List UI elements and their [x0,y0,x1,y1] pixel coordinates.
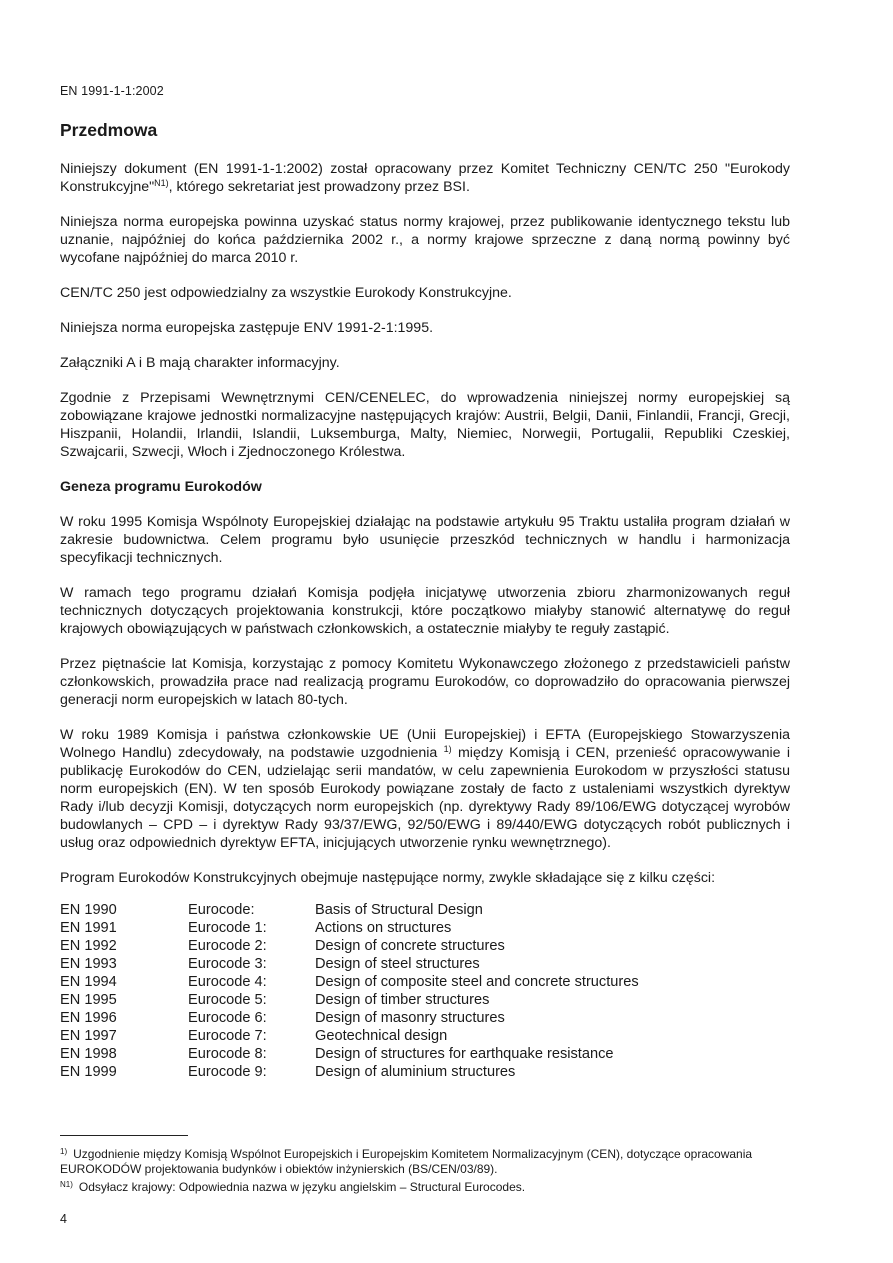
eurocode-number: EN 1998 [60,1046,117,1062]
eurocode-name: Eurocode 2: [188,938,267,954]
eurocode-number: EN 1996 [60,1010,117,1026]
eurocode-name: Eurocode: [188,902,255,918]
eurocode-number: EN 1991 [60,920,117,936]
eurocode-number: EN 1993 [60,956,117,972]
paragraph-text: Niniejszy dokument (EN 1991-1-1:2002) został opracowany przez Komitet Techniczny CEN/TC 250 "Eurokody Konstrukcyjne" [60,161,790,195]
footnote-text: Odsyłacz krajowy: Odpowiednia nazwa w języku angielskim – Structural Eurocodes. [78,1180,526,1194]
table-row [60,955,639,973]
table-row [60,1045,639,1063]
paragraph-intro-1 [60,160,790,196]
table-row [60,1027,639,1045]
eurocode-name: Eurocode 7: [188,1028,267,1044]
table-row [60,919,639,937]
paragraph-text: W roku 1989 Komisja i państwa członkowskie UE (Unii Europejskiej) i EFTA (Europejskiego Stowarzyszenia Wolnego Handlu) zdecydowały, na podstawie uzgodnienia [60,727,790,761]
eurocode-name: Eurocode 8: [188,1046,267,1062]
paragraph-section-2: W ramach tego programu działań Komisja podjęła inicjatywę utworzenia zbioru zharmonizowanych reguł technicznych dotyczących projektowania konstrukcji, które początkowo miałyby stanowić alternatywę do reguł krajowych obowiązujących w państwach członkowskich, a ostatecznie miałyby te reguły zastąpić. [60,585,790,637]
table-row [60,937,639,955]
eurocode-name: Eurocode 3: [188,956,267,972]
eurocode-title: Geotechnical design [315,1028,448,1044]
footnote-n1 [60,1177,790,1195]
eurocode-title: Design of aluminium structures [315,1064,516,1080]
paragraph-section-5: Program Eurokodów Konstrukcyjnych obejmuje następujące normy, zwykle składające się z kilku części: [60,870,716,886]
eurocode-number: EN 1992 [60,938,117,954]
paragraph-intro-2: Niniejsza norma europejska powinna uzyskać status normy krajowej, przez publikowanie identycznego tekstu lub uznanie, najpóźniej do końca października 2002 r., a normy krajowe sprzeczne z daną normą powinny być wycofane najpóźniej do marca 2010 r. [60,214,790,266]
paragraph-section-3: Przez piętnaście lat Komisja, korzystając z pomocy Komitetu Wykonawczego złożonego z przedstawicieli państw członkowskich, prowadziła prace nad realizacją programu Eurokodów, co doprowadziło do opracowania pierwszej generacji norm europejskich w latach 80-tych. [60,656,790,708]
eurocode-title: Design of composite steel and concrete structures [315,974,639,990]
eurocode-number: EN 1990 [60,902,117,918]
paragraph-text: , którego sekretariat jest prowadzony przez BSI. [168,179,470,195]
paragraph-intro-4: Niniejsza norma europejska zastępuje ENV 1991-2-1:1995. [60,320,434,336]
table-row [60,991,639,1009]
table-row [60,973,639,991]
footnote-ref: 1) [443,744,452,754]
eurocode-number: EN 1999 [60,1064,117,1080]
page-number: 4 [60,1212,67,1226]
paragraph-intro-3: CEN/TC 250 jest odpowiedzialny za wszystkie Eurokody Konstrukcyjne. [60,285,512,301]
paragraph-intro-6: Zgodnie z Przepisami Wewnętrznymi CEN/CENELEC, do wprowadzenia niniejszej normy europejskiej są zobowiązane krajowe jednostki normalizacyjne następujących krajów: Austrii, Belgii, Danii, Finlandii, Francji, Grecji, Hiszpanii, Holandii, Irlandii, Islandii, Luksemburga, Malty, Niemiec, Norwegii, Portugalii, Republiki Czeskiej, Szwajcarii, Szwecji, Włoch i Zjednoczonego Królestwa. [60,390,790,460]
eurocode-list [60,901,639,1081]
document-header: EN 1991-1-1:2002 [60,84,164,98]
eurocode-number: EN 1995 [60,992,117,1008]
eurocode-title: Basis of Structural Design [315,902,483,918]
eurocode-title: Design of concrete structures [315,938,505,954]
footnotes [60,1144,790,1195]
footnote-mark: 1) [60,1147,68,1156]
footnote-text: Uzgodnienie między Komisją Wspólnot Europejskich i Europejskim Komitetem Normalizacyjnym (CEN), dotyczące opracowania EUROKODÓW projektowania budynków i obiektów inżynierskich (BS/CEN/03/89). [60,1147,753,1176]
eurocode-title: Actions on structures [315,920,452,936]
footnote-divider [60,1135,188,1136]
eurocode-title: Design of masonry structures [315,1010,505,1026]
footnote-1 [60,1144,790,1177]
paragraph-section-1: W roku 1995 Komisja Wspólnoty Europejskiej działając na podstawie artykułu 95 Traktu ustaliła program działań w zakresie budownictwa. Celem programu było usunięcie przeszkód technicznych w handlu i harmonizacja specyfikacji technicznych. [60,514,790,566]
eurocode-title: Design of timber structures [315,992,490,1008]
eurocode-name: Eurocode 9: [188,1064,267,1080]
paragraph-text: między Komisją i CEN, przenieść opracowywanie i publikację Eurokodów do CEN, udzielając serii mandatów, w celu zapewnienia Eurokodom w przyszłości statusu norm europejskich (EN). W ten sposób Eurokody powiązane zostały de facto z ustaleniami wszystkich dyrektyw Rady i/lub decyzji Komisji, dotyczących norm europejskich (np. dyrektywy Rady 89/106/EWG dotyczącej wyrobów budowlanych – CPD – i dyrektyw Rady 93/37/EWG, 92/50/EWG i 89/440/EWG dotyczących robót publicznych i usług oraz odpowiednich dyrektyw EFTA, inicjujących utworzenie rynku wewnętrznego). [60,745,790,851]
table-row [60,901,639,919]
footnote-ref: N1) [154,178,169,188]
eurocode-name: Eurocode 5: [188,992,267,1008]
document-body [60,160,790,1081]
paragraph-section-4 [60,726,790,852]
eurocode-number: EN 1994 [60,974,117,990]
section-heading: Geneza programu Eurokodów [60,479,262,495]
eurocode-name: Eurocode 1: [188,920,267,936]
eurocode-title: Design of steel structures [315,956,480,972]
paragraph-intro-5: Załączniki A i B mają charakter informacyjny. [60,355,340,371]
table-row [60,1063,639,1081]
eurocode-title: Design of structures for earthquake resistance [315,1046,614,1062]
eurocode-name: Eurocode 6: [188,1010,267,1026]
footnote-mark: N1) [60,1180,73,1189]
eurocode-name: Eurocode 4: [188,974,267,990]
eurocode-number: EN 1997 [60,1028,117,1044]
table-row [60,1009,639,1027]
page-title: Przedmowa [60,120,158,140]
